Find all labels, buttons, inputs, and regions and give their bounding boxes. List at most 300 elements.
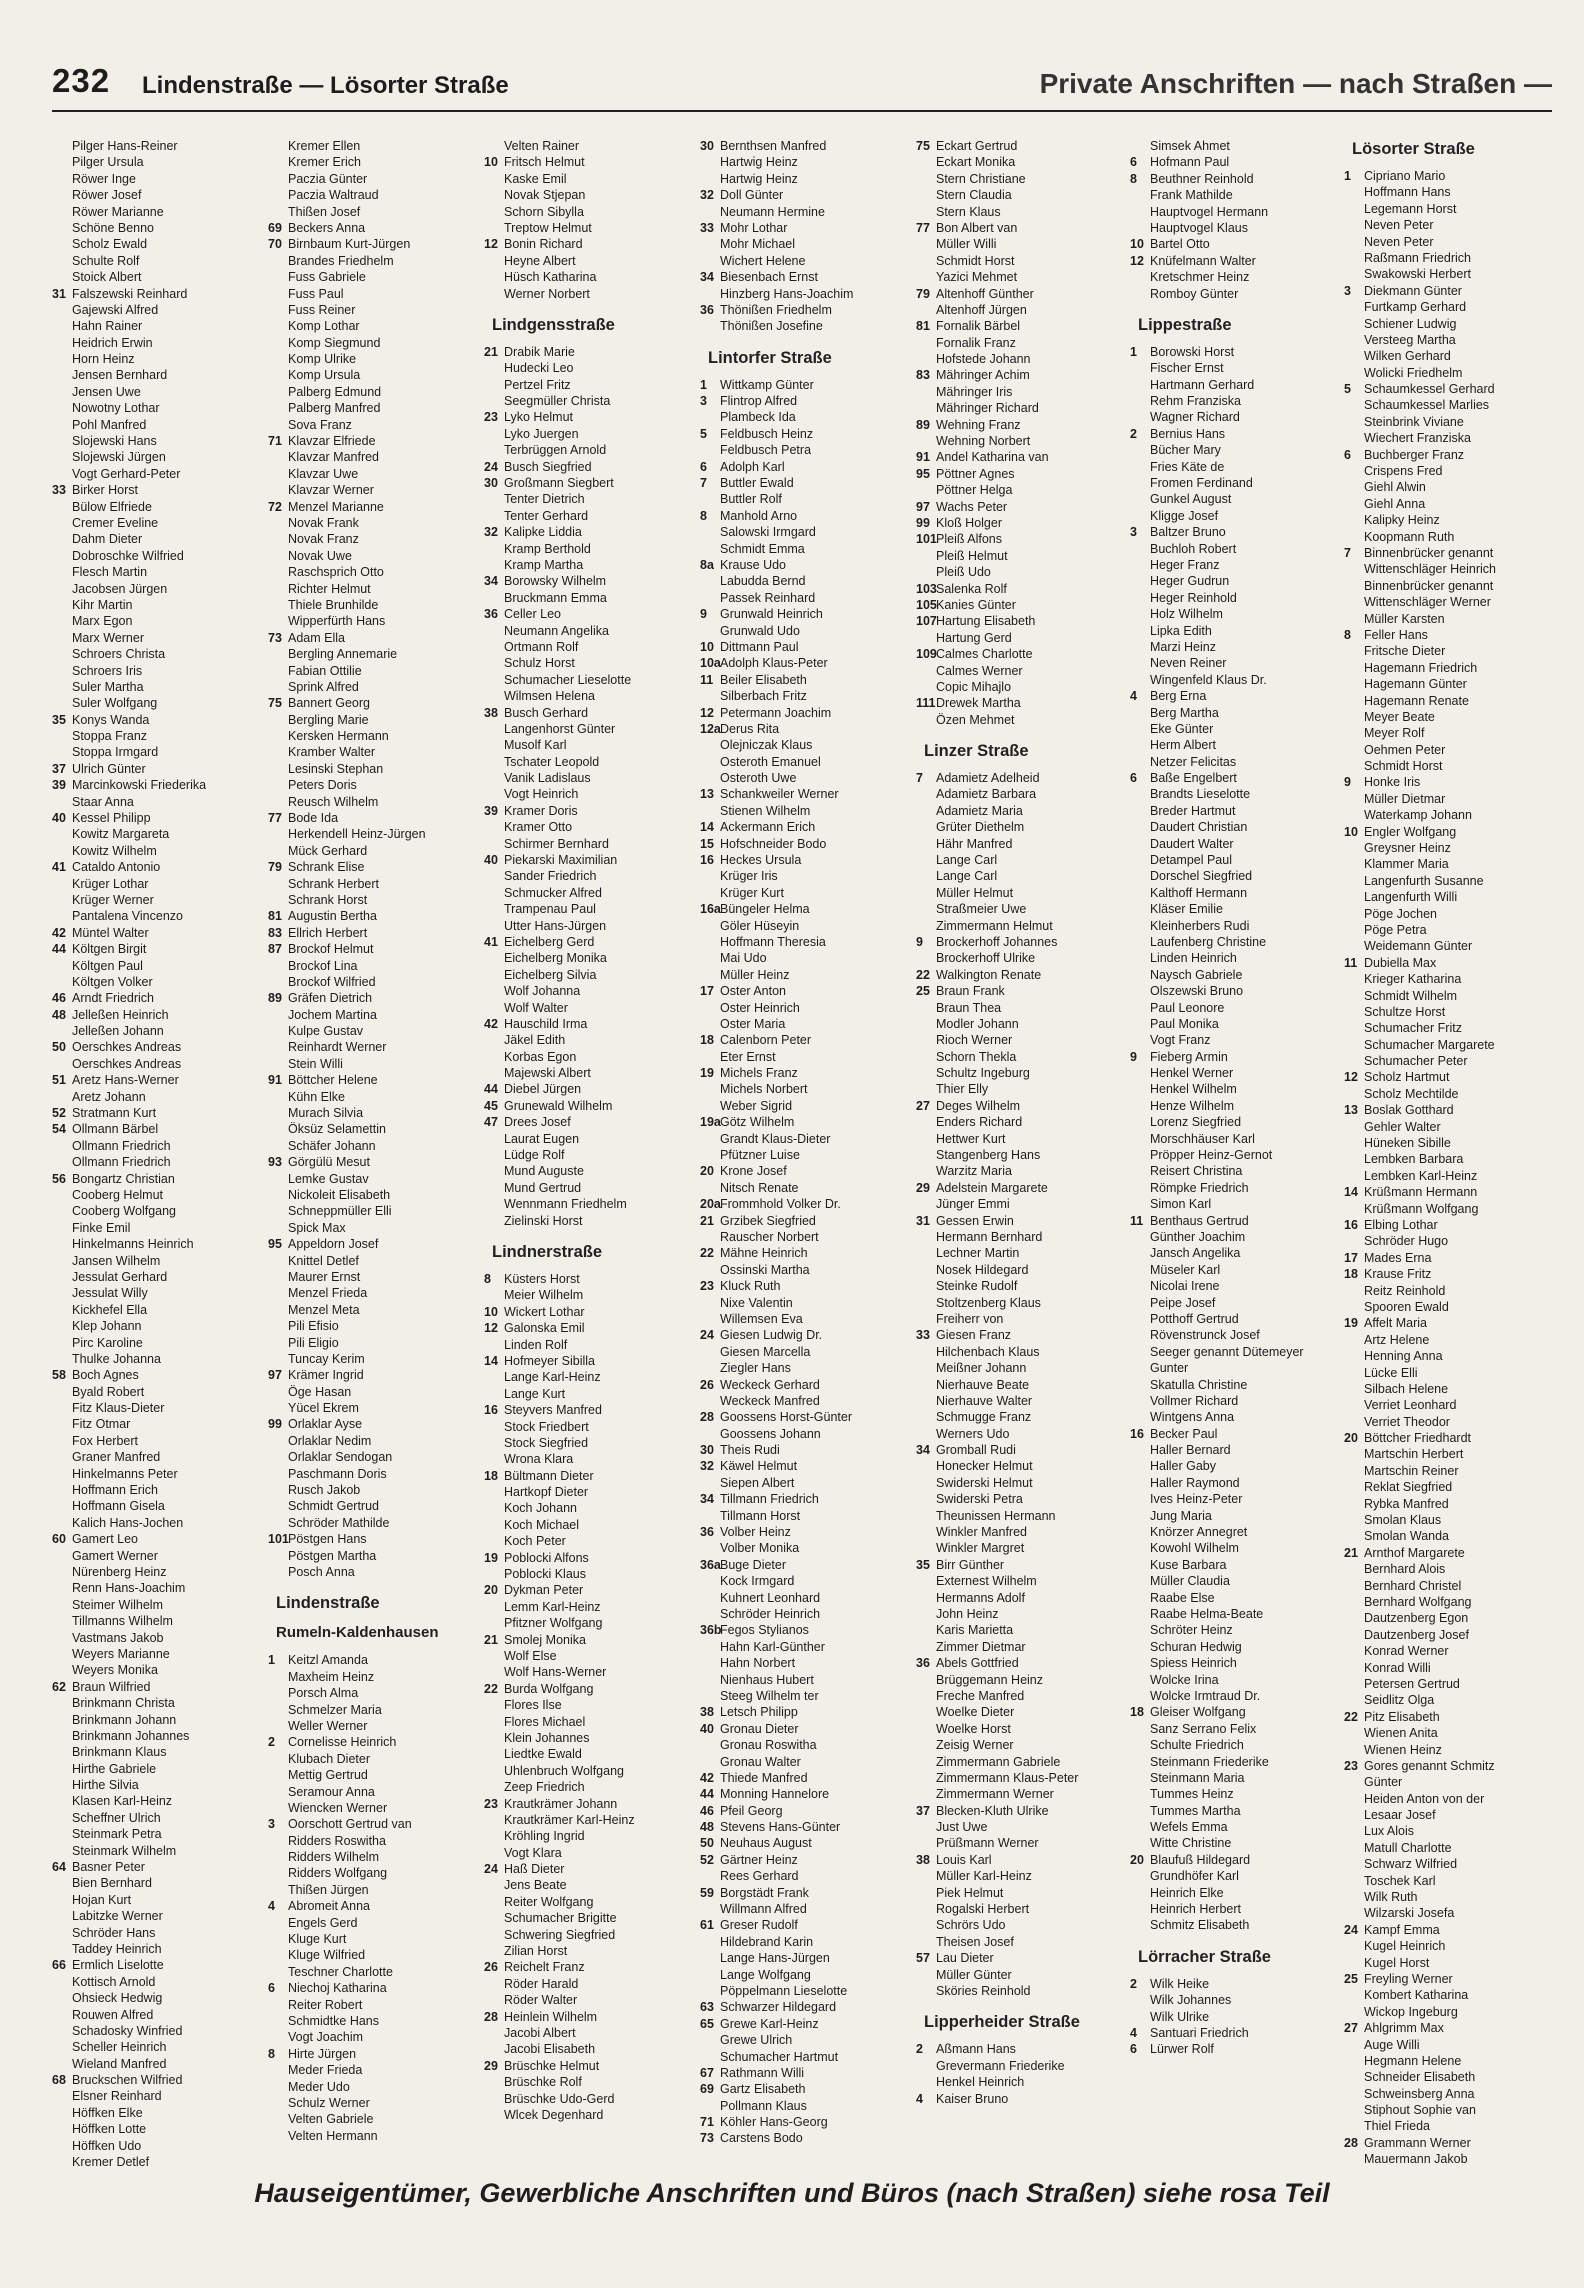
resident-name: Wrona Klara xyxy=(504,1452,574,1467)
resident-name: Büngeler Helma xyxy=(720,902,810,917)
directory-entry xyxy=(268,1302,484,1318)
resident-name: Wilzarski Josefa xyxy=(1364,1906,1455,1921)
directory-entry xyxy=(268,777,484,793)
resident-name: Göler Hüseyin xyxy=(720,918,800,933)
resident-name: Borowski Horst xyxy=(1150,344,1235,359)
resident-name: Ives Heinz-Peter xyxy=(1150,1492,1243,1507)
directory-entry xyxy=(52,613,268,629)
resident-name: Krone Josef xyxy=(720,1164,787,1179)
resident-name: Mades Erna xyxy=(1364,1250,1432,1265)
resident-name: Eichelberg Silvia xyxy=(504,967,597,982)
resident-name: Müller Claudia xyxy=(1150,1574,1230,1589)
house-number: 41 xyxy=(484,934,498,949)
directory-entry xyxy=(916,1147,1130,1163)
directory-entry xyxy=(916,1573,1130,1589)
house-number: 17 xyxy=(1344,1250,1358,1265)
directory-entry xyxy=(268,1816,484,1832)
directory-entry xyxy=(1344,1987,1558,2003)
resident-name: Hartkopf Dieter xyxy=(504,1485,589,1500)
resident-name: Vogt Joachim xyxy=(288,2030,364,2045)
resident-name: Schulte Rolf xyxy=(72,253,140,268)
directory-entry xyxy=(1344,1660,1558,1676)
resident-name: Augustin Bertha xyxy=(288,909,377,924)
resident-name: Letsch Philipp xyxy=(720,1705,798,1720)
resident-name: Palberg Edmund xyxy=(288,384,382,399)
directory-entry xyxy=(916,1819,1130,1835)
house-number: 36 xyxy=(484,607,498,622)
resident-name: Novak Stjepan xyxy=(504,188,586,203)
resident-name: Dorschel Siegfried xyxy=(1150,869,1253,884)
directory-entry xyxy=(1130,1491,1344,1507)
resident-name: Stern Klaus xyxy=(936,204,1001,219)
directory-entry xyxy=(1130,377,1344,393)
directory-entry xyxy=(268,433,484,449)
house-number: 40 xyxy=(52,811,66,826)
resident-name: Busch Siegfried xyxy=(504,459,592,474)
resident-name: Hinkelmanns Peter xyxy=(72,1466,178,1481)
resident-name: Steinke Rudolf xyxy=(936,1279,1018,1294)
resident-name: Goossens Johann xyxy=(720,1426,821,1441)
resident-name: Daudert Christian xyxy=(1150,820,1248,835)
resident-name: Nienhaus Hubert xyxy=(720,1672,814,1687)
resident-name: Hähr Manfred xyxy=(936,836,1013,851)
house-number: 21 xyxy=(484,344,498,359)
directory-entry xyxy=(1344,397,1558,413)
house-number: 83 xyxy=(916,368,930,383)
resident-name: Birr Günther xyxy=(936,1557,1005,1572)
house-number: 33 xyxy=(916,1328,930,1343)
directory-entry xyxy=(700,1163,916,1179)
directory-entry xyxy=(1130,1049,1344,1065)
resident-name: Höffken Lotte xyxy=(72,2122,147,2137)
directory-entry xyxy=(700,606,916,622)
resident-name: Jelleßen Heinrich xyxy=(72,1007,169,1022)
directory-entry xyxy=(700,1737,916,1753)
resident-name: Scheller Heinrich xyxy=(72,2040,167,2055)
directory-entry xyxy=(52,204,268,220)
resident-name: Zimmer Dietmar xyxy=(936,1639,1026,1654)
directory-entry xyxy=(52,761,268,777)
resident-name: Frank Mathilde xyxy=(1150,188,1233,203)
resident-name: Költgen Paul xyxy=(72,958,143,973)
house-number: 9 xyxy=(916,934,923,949)
resident-name: Nürenberg Heinz xyxy=(72,1564,167,1579)
directory-entry xyxy=(1130,1508,1344,1524)
resident-name: Honecker Helmut xyxy=(936,1459,1033,1474)
resident-name: Dittmann Paul xyxy=(720,639,799,654)
directory-entry xyxy=(916,154,1130,170)
resident-name: Adolph Klaus-Peter xyxy=(720,656,828,671)
directory-entry xyxy=(484,1131,700,1147)
directory-entry xyxy=(1130,286,1344,302)
house-number: 22 xyxy=(916,967,930,982)
directory-entry xyxy=(268,744,484,760)
resident-name: Weber Sigrid xyxy=(720,1098,793,1113)
resident-name: Rouwen Alfred xyxy=(72,2007,154,2022)
resident-name: Osteroth Uwe xyxy=(720,771,797,786)
directory-entry xyxy=(1344,2004,1558,2020)
resident-name: Dykman Peter xyxy=(504,1583,584,1598)
resident-name: Bernthsen Manfred xyxy=(720,139,827,153)
resident-name: Peipe Josef xyxy=(1150,1295,1216,1310)
directory-entry xyxy=(1344,1823,1558,1839)
directory-entry xyxy=(268,1767,484,1783)
resident-name: Ossinski Martha xyxy=(720,1262,810,1277)
directory-entry xyxy=(916,1786,1130,1802)
resident-name: Trampenau Paul xyxy=(504,902,596,917)
directory-entry xyxy=(1344,2053,1558,2069)
directory-entry xyxy=(1130,187,1344,203)
directory-entry xyxy=(1130,1590,1344,1606)
directory-entry xyxy=(1344,1873,1558,1889)
house-number: 6 xyxy=(1130,2042,1137,2057)
directory-entry xyxy=(268,728,484,744)
directory-entry xyxy=(268,1121,484,1137)
resident-name: Langenfurth Willi xyxy=(1364,890,1458,905)
resident-name: Swiderski Petra xyxy=(936,1492,1023,1507)
directory-entry xyxy=(484,1419,700,1435)
directory-entry xyxy=(916,1721,1130,1737)
directory-entry xyxy=(700,639,916,655)
resident-name: Krüger Kurt xyxy=(720,885,784,900)
resident-name: Mohr Michael xyxy=(720,237,796,252)
resident-name: Schultze Horst xyxy=(1364,1004,1446,1019)
directory-entry xyxy=(268,1669,484,1685)
directory-entry xyxy=(484,688,700,704)
directory-entry xyxy=(916,1754,1130,1770)
resident-name: Theunissen Hermann xyxy=(936,1508,1056,1523)
directory-entry xyxy=(484,852,700,868)
resident-name: Ziegler Hans xyxy=(720,1361,791,1376)
directory-entry xyxy=(916,1000,1130,1016)
directory-entry xyxy=(916,515,1130,531)
directory-entry xyxy=(1130,1868,1344,1884)
directory-entry xyxy=(700,1852,916,1868)
directory-entry xyxy=(1130,1540,1344,1556)
directory-entry xyxy=(916,1688,1130,1704)
resident-name: Scheffner Ulrich xyxy=(72,1810,161,1825)
resident-name: Thulke Johanna xyxy=(72,1351,161,1366)
directory-entry xyxy=(700,721,916,737)
directory-entry xyxy=(484,754,700,770)
resident-name: Novak Uwe xyxy=(288,548,352,563)
directory-entry xyxy=(268,286,484,302)
directory-entry xyxy=(700,1901,916,1917)
house-number: 6 xyxy=(1344,447,1351,462)
resident-name: Brockof Helmut xyxy=(288,942,374,957)
directory-entry xyxy=(268,843,484,859)
resident-name: Affelt Maria xyxy=(1364,1316,1427,1331)
resident-name: Nickoleit Elisabeth xyxy=(288,1188,391,1202)
resident-name: Winkler Margret xyxy=(936,1541,1025,1556)
directory-entry xyxy=(484,1877,700,1893)
directory-entry xyxy=(52,531,268,547)
directory-entry xyxy=(52,1318,268,1334)
directory-entry xyxy=(484,737,700,753)
directory-column-3 xyxy=(484,138,700,2138)
directory-entry xyxy=(700,770,916,786)
resident-name: Grunewald Wilhelm xyxy=(504,1098,613,1113)
resident-name: Maurer Ernst xyxy=(288,1269,361,1284)
directory-entry xyxy=(484,1163,700,1179)
house-number: 36 xyxy=(700,302,714,317)
resident-name: Marcinkowski Friederika xyxy=(72,778,207,793)
resident-name: Piekarski Maximilian xyxy=(504,853,618,868)
directory-entry xyxy=(52,1843,268,1859)
directory-entry xyxy=(1344,2151,1558,2167)
directory-entry xyxy=(484,2041,700,2057)
resident-name: Schmelzer Maria xyxy=(288,1702,382,1717)
resident-name: Neven Peter xyxy=(1364,234,1434,249)
directory-entry xyxy=(1344,1938,1558,1954)
resident-name: Bruckmann Emma xyxy=(504,590,607,605)
house-number: 14 xyxy=(700,820,714,835)
resident-name: Hagemann Friedrich xyxy=(1364,660,1478,675)
resident-name: Költgen Birgit xyxy=(72,942,147,957)
resident-name: Derus Rita xyxy=(720,721,780,736)
directory-entry xyxy=(1130,967,1344,983)
resident-name: Zeep Friedrich xyxy=(504,1780,585,1795)
resident-name: Hirte Jürgen xyxy=(288,2046,357,2061)
directory-entry xyxy=(1130,1180,1344,1196)
house-number: 61 xyxy=(700,1918,714,1933)
directory-entry xyxy=(52,2121,268,2137)
directory-entry xyxy=(52,1400,268,1416)
directory-entry xyxy=(1344,1250,1558,1266)
resident-name: Günther Joachim xyxy=(1150,1230,1246,1244)
directory-entry xyxy=(1344,184,1558,200)
directory-entry xyxy=(484,1287,700,1303)
directory-entry xyxy=(700,1262,916,1278)
directory-entry xyxy=(700,590,916,606)
directory-entry xyxy=(52,564,268,580)
street-heading: Lindnerstraße xyxy=(492,1243,603,1261)
directory-entry xyxy=(700,1967,916,1983)
resident-name: Cataldo Antonio xyxy=(72,860,161,875)
directory-entry xyxy=(700,204,916,220)
resident-name: Olejniczak Klaus xyxy=(720,738,813,753)
directory-entry xyxy=(268,2095,484,2111)
resident-name: Steeg Wilhelm ter xyxy=(720,1688,819,1703)
directory-entry xyxy=(1344,709,1558,725)
house-number: 20 xyxy=(1130,1852,1144,1867)
directory-entry xyxy=(916,1508,1130,1524)
resident-name: Hahn Norbert xyxy=(720,1656,796,1671)
resident-name: Kugel Horst xyxy=(1364,1955,1430,1970)
resident-name: Vogt Gerhard-Peter xyxy=(72,466,181,481)
resident-name: Aretz Johann xyxy=(72,1089,146,1104)
directory-entry xyxy=(268,1718,484,1734)
resident-name: Götz Wilhelm xyxy=(720,1115,795,1130)
resident-name: Schrank Horst xyxy=(288,892,368,907)
house-number: 36 xyxy=(916,1656,930,1671)
directory-entry xyxy=(268,384,484,400)
house-number: 29 xyxy=(916,1180,930,1195)
directory-entry xyxy=(484,1927,700,1943)
directory-entry xyxy=(1130,360,1344,376)
directory-entry xyxy=(1130,2009,1344,2025)
resident-name: Buchberger Franz xyxy=(1364,447,1465,462)
directory-entry xyxy=(268,613,484,629)
directory-entry xyxy=(268,1056,484,1072)
resident-name: Posch Anna xyxy=(288,1564,355,1579)
directory-entry xyxy=(52,810,268,826)
directory-entry xyxy=(1344,1496,1558,1512)
house-number: 20 xyxy=(700,1164,714,1179)
resident-name: Schmidtke Hans xyxy=(288,2013,380,2028)
house-number: 11 xyxy=(700,672,714,687)
directory-entry xyxy=(52,499,268,515)
directory-entry xyxy=(1344,332,1558,348)
directory-entry xyxy=(916,1852,1130,1868)
resident-name: Binnenbrücker genannt xyxy=(1364,545,1494,560)
directory-entry xyxy=(1344,479,1558,495)
resident-name: Pöge Petra xyxy=(1364,922,1427,937)
resident-name: Rauscher Norbert xyxy=(720,1230,819,1244)
directory-entry xyxy=(268,482,484,498)
directory-entry xyxy=(1344,1430,1558,1446)
resident-name: Jochem Martina xyxy=(288,1007,377,1022)
directory-entry xyxy=(268,1023,484,1039)
house-number: 22 xyxy=(484,1681,498,1696)
directory-entry xyxy=(1130,934,1344,950)
resident-name: Wittenschläger Werner xyxy=(1364,595,1491,610)
directory-entry xyxy=(700,1803,916,1819)
resident-name: Brinkmann Christa xyxy=(72,1696,175,1711)
resident-name: Seeger genannt Dütemeyer xyxy=(1150,1344,1304,1359)
resident-name: Appeldorn Josef xyxy=(288,1237,379,1252)
directory-entry xyxy=(484,1353,700,1369)
directory-entry xyxy=(1344,2118,1558,2134)
resident-name: Hauptvogel Klaus xyxy=(1150,220,1248,235)
directory-entry xyxy=(1344,1365,1558,1381)
resident-name: Salenka Rolf xyxy=(936,581,1007,596)
resident-name: Buge Dieter xyxy=(720,1557,787,1572)
resident-name: Weller Werner xyxy=(288,1718,368,1733)
resident-name: Ollmann Friedrich xyxy=(72,1155,171,1170)
resident-name: Kowitz Margareta xyxy=(72,827,170,842)
resident-name: Zimmermann Helmut xyxy=(936,918,1053,933)
resident-name: Scholz Ewald xyxy=(72,237,148,252)
directory-entry xyxy=(1344,906,1558,922)
directory-entry xyxy=(52,138,268,154)
resident-name: Altenhoff Jürgen xyxy=(936,302,1027,317)
house-number: 48 xyxy=(700,1820,714,1835)
directory-entry xyxy=(916,1491,1130,1507)
directory-entry xyxy=(916,2058,1130,2074)
directory-entry xyxy=(700,171,916,187)
house-number: 91 xyxy=(268,1073,282,1088)
resident-name: Pirc Karoline xyxy=(72,1335,143,1350)
resident-name: Adam Ella xyxy=(288,630,345,645)
directory-entry xyxy=(268,1531,484,1547)
directory-entry xyxy=(268,859,484,875)
directory-entry xyxy=(700,1917,916,1933)
resident-name: Diekmann Günter xyxy=(1364,283,1462,298)
directory-entry xyxy=(1130,1475,1344,1491)
directory-entry xyxy=(484,836,700,852)
resident-name: Hofmann Paul xyxy=(1150,155,1230,170)
resident-name: Weckeck Manfred xyxy=(720,1393,820,1408)
directory-entry xyxy=(1130,1131,1344,1147)
directory-entry xyxy=(700,1540,916,1556)
directory-entry xyxy=(484,426,700,442)
directory-entry xyxy=(484,171,700,187)
directory-entry xyxy=(52,2072,268,2088)
resident-name: Braun Wilfried xyxy=(72,1679,151,1694)
directory-entry xyxy=(1344,1512,1558,1528)
directory-entry xyxy=(484,573,700,589)
directory-column-6 xyxy=(1130,138,1344,2138)
resident-name: Pleiß Udo xyxy=(936,565,991,580)
resident-name: Kremer Detlef xyxy=(72,2155,150,2170)
resident-name: Hofstede Johann xyxy=(936,352,1031,367)
resident-name: Fritsch Helmut xyxy=(504,155,585,170)
directory-entry xyxy=(1130,1032,1344,1048)
directory-entry xyxy=(1130,1163,1344,1179)
resident-name: Grandt Klaus-Dieter xyxy=(720,1131,831,1146)
directory-entry xyxy=(1344,791,1558,807)
resident-name: Stoltzenberg Klaus xyxy=(936,1295,1041,1310)
house-number: 71 xyxy=(700,2115,714,2130)
resident-name: Reiter Robert xyxy=(288,1997,363,2012)
house-number: 44 xyxy=(700,1787,714,1802)
resident-name: Santuari Friedrich xyxy=(1150,2025,1249,2040)
house-number: 4 xyxy=(268,1899,275,1914)
directory-entry xyxy=(1344,2037,1558,2053)
directory-entry xyxy=(52,1351,268,1367)
house-number: 41 xyxy=(52,860,66,875)
resident-name: Konrad Werner xyxy=(1364,1644,1449,1659)
directory-entry xyxy=(916,253,1130,269)
directory-entry xyxy=(916,679,1130,695)
resident-name: Knüfelmann Walter xyxy=(1150,253,1256,268)
resident-name: Heger Reinhold xyxy=(1150,590,1237,605)
directory-entry xyxy=(484,1213,700,1229)
directory-entry xyxy=(1130,573,1344,589)
directory-entry xyxy=(1344,2102,1558,2118)
resident-name: Schiener Ludwig xyxy=(1364,316,1457,331)
resident-name: Oster Maria xyxy=(720,1016,786,1031)
resident-name: Renn Hans-Joachim xyxy=(72,1581,186,1596)
resident-name: Nixe Valentin xyxy=(720,1295,793,1310)
directory-entry xyxy=(1344,1758,1558,1774)
directory-entry xyxy=(916,367,1130,383)
directory-entry xyxy=(1130,1901,1344,1917)
resident-name: Sander Friedrich xyxy=(504,869,597,884)
resident-name: Adamietz Adelheid xyxy=(936,771,1040,786)
house-number: 12 xyxy=(700,705,714,720)
resident-name: Reinhardt Werner xyxy=(288,1040,387,1055)
directory-entry xyxy=(484,1697,700,1713)
resident-name: Slojewski Jürgen xyxy=(72,450,166,465)
directory-entry xyxy=(484,623,700,639)
directory-entry xyxy=(52,1302,268,1318)
directory-entry xyxy=(484,1796,700,1812)
directory-entry xyxy=(1130,557,1344,573)
resident-name: Gunter xyxy=(1150,1361,1189,1376)
directory-entry xyxy=(700,1885,916,1901)
house-number: 15 xyxy=(700,836,714,851)
resident-name: Schroers Christa xyxy=(72,647,166,662)
directory-entry xyxy=(484,1320,700,1336)
resident-name: Orlaklar Ayse xyxy=(288,1417,363,1432)
resident-name: Morschhäuser Karl xyxy=(1150,1131,1255,1146)
directory-entry xyxy=(1130,1245,1344,1261)
resident-name: Celler Leo xyxy=(504,607,561,622)
resident-name: Seramour Anna xyxy=(288,1784,375,1799)
directory-entry xyxy=(1130,983,1344,999)
